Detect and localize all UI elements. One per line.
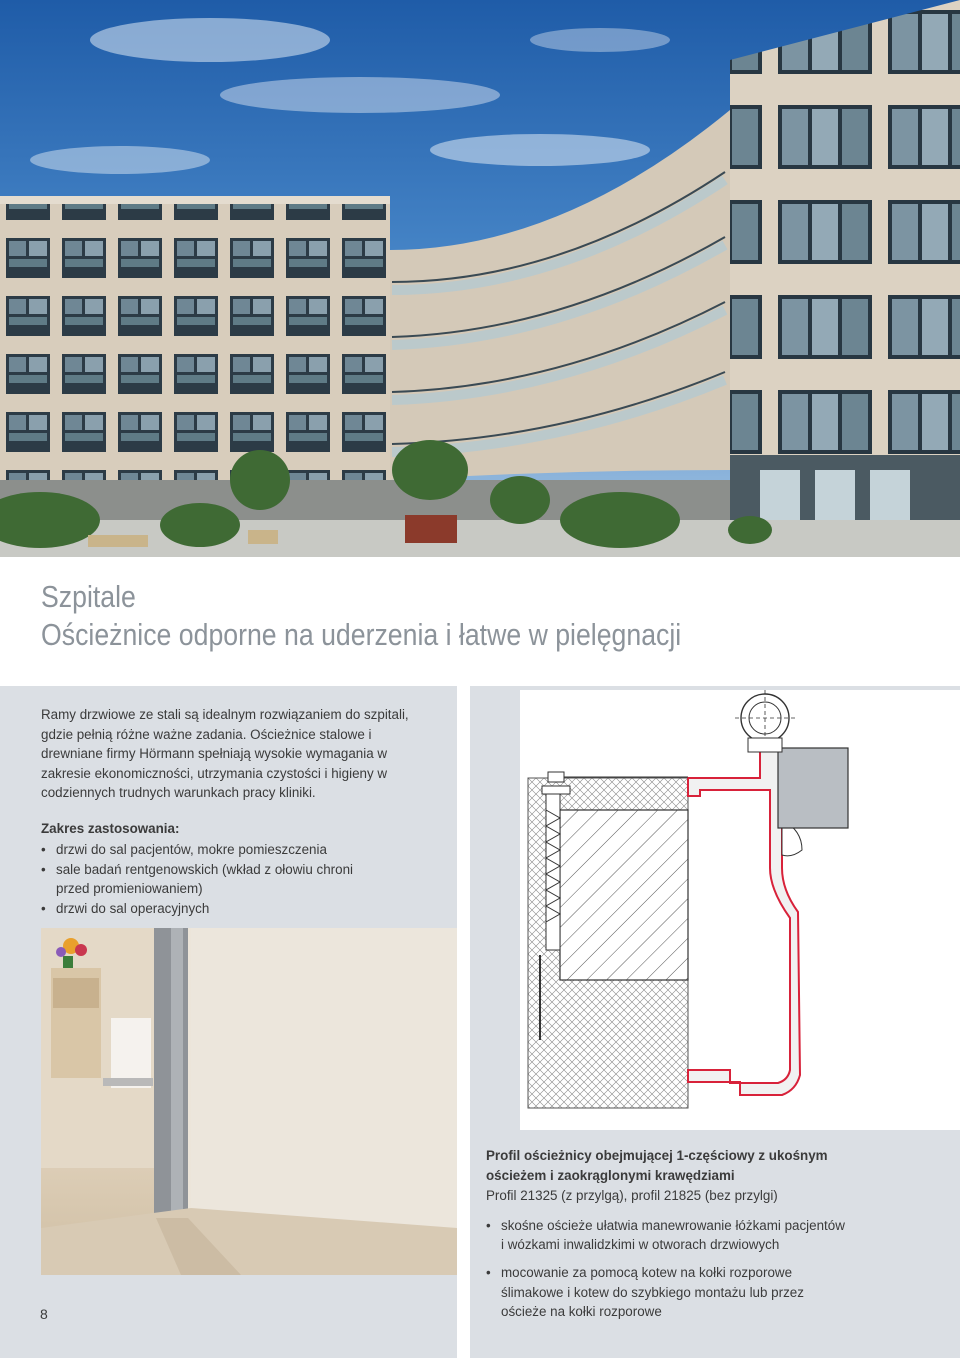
list-item-line: • mocowanie za pomocą kotew na kołki rozporowe <box>501 1264 793 1280</box>
intro-line: drewniane firmy Hörmann spełniają wysokie wymagania w <box>41 746 388 762</box>
page-title <box>41 578 798 654</box>
list-item-line: drzwi do sal operacyjnych <box>56 900 210 916</box>
intro-paragraph <box>41 705 451 803</box>
list-item-line: i wózkami inwalidzkimi w otworach drzwiowych <box>501 1237 780 1253</box>
hospital-building-photo <box>0 0 960 557</box>
list-item <box>41 899 451 919</box>
intro-line: zakresie ekonomiczności, utrzymania czystości i higieny w <box>41 765 388 781</box>
page-number: 8 <box>40 1306 48 1322</box>
title-line-2: Ościeżnice odporne na uderzenia i łatwe w pielęgnacji <box>41 617 682 652</box>
list-item <box>41 860 451 899</box>
list-item-line: przed promieniowaniem) <box>56 881 203 897</box>
list-item <box>486 1263 926 1322</box>
uses-list <box>41 840 451 918</box>
caption-subtitle: Profil 21325 (z przylgą), profil 21825 (bez przylgi) <box>486 1188 778 1204</box>
features-list <box>486 1216 926 1322</box>
hospital-door-frame-photo <box>41 928 457 1275</box>
intro-line: gdzie pełnią różne ważne zadania. Ościeżnice stalowe i <box>41 726 372 742</box>
caption-title-line: Profil ościeżnicy obejmującej 1-częściowy z ukośnym <box>486 1148 828 1163</box>
caption-title-line: ościeżem i zaokrąglonymi krawędziami <box>486 1167 735 1183</box>
frame-profile-drawing <box>520 690 960 1130</box>
title-line-1: Szpitale <box>41 579 136 614</box>
uses-heading: Zakres zastosowania: <box>41 821 180 836</box>
intro-line: codziennych trudnych warunkach pracy kliniki. <box>41 785 316 801</box>
intro-line: Ramy drzwiowe ze stali są idealnym rozwiązaniem do szpitali, <box>41 707 409 722</box>
list-item-line: ościeże na kołki rozporowe <box>501 1304 662 1320</box>
list-item-line: • skośne ościeże ułatwia manewrowanie łóżkami pacjentów <box>501 1217 845 1233</box>
profile-caption <box>486 1146 926 1330</box>
list-item <box>486 1216 926 1255</box>
caption-title <box>486 1146 926 1185</box>
list-item <box>41 840 451 860</box>
list-item-line: drzwi do sal pacjentów, mokre pomieszczenia <box>56 842 327 857</box>
list-item-line: • sale badań rentgenowskich (wkład z ołowiu chroni <box>56 861 353 877</box>
list-item-line: ślimakowe i kotew do szybkiego montażu lub przez <box>501 1284 804 1300</box>
